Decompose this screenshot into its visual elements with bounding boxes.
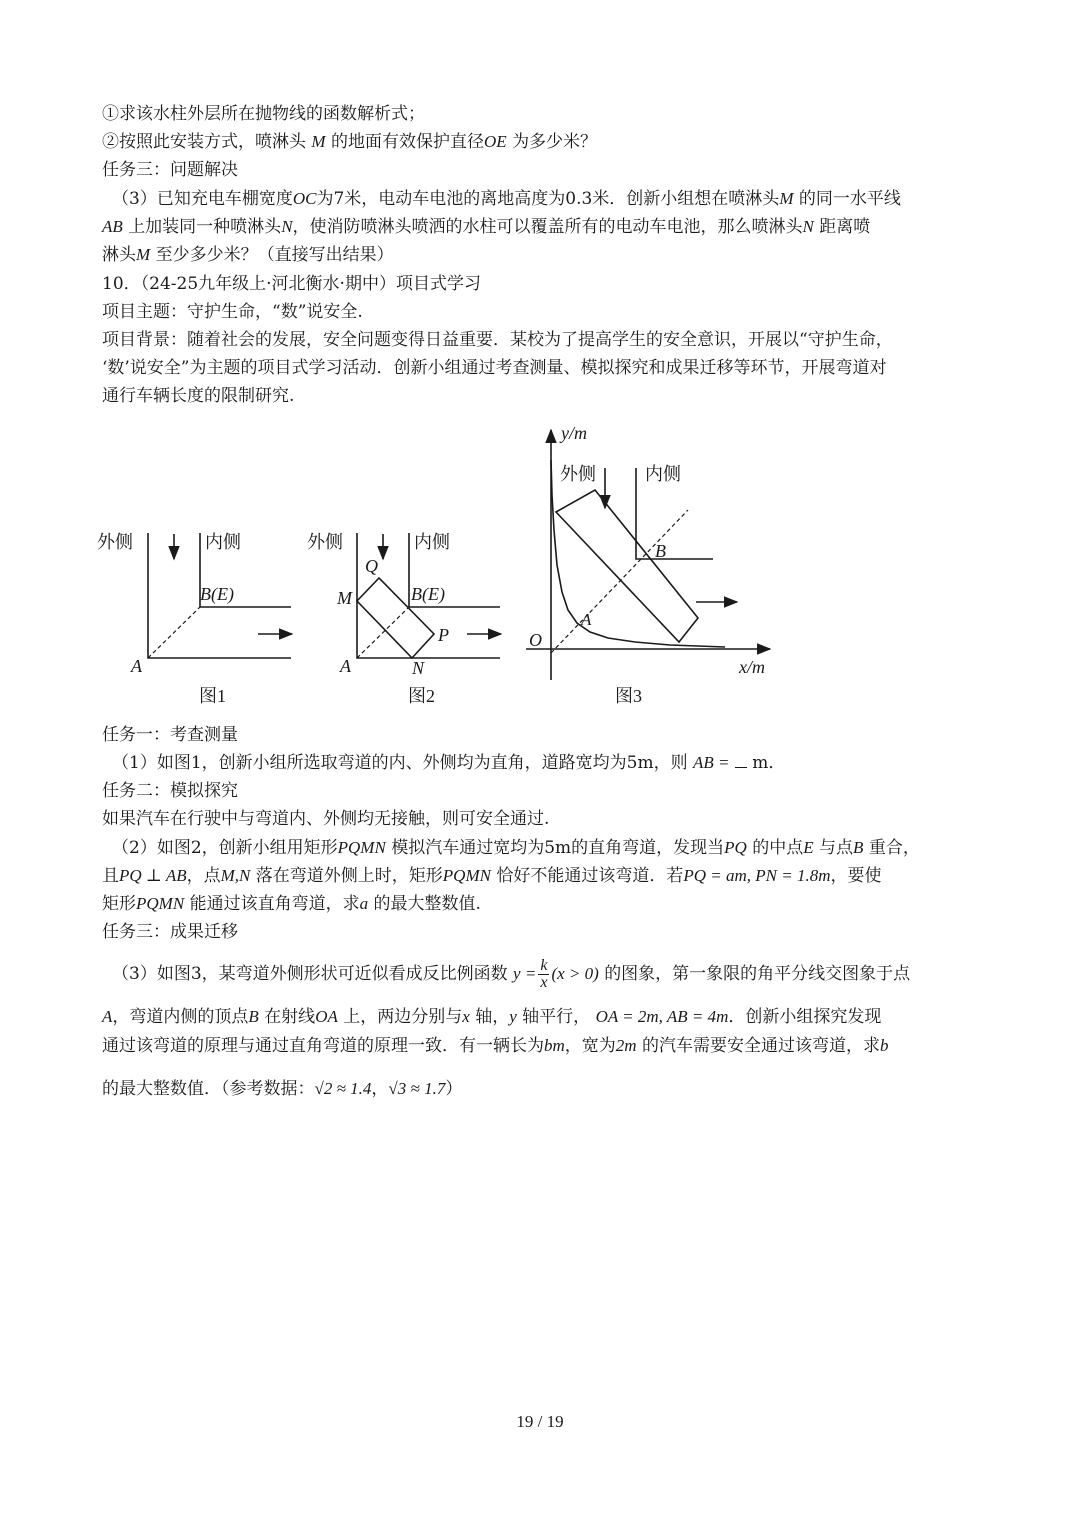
text-line: A，弯道内侧的顶点B 在射线OA 上，两边分别与x 轴，y 轴平行， OA = 2m, AB = 4m．创新小组探究发现 [102,1007,882,1027]
fig1-point-b: B(E) [200,584,234,604]
answer-blank[interactable] [735,755,747,768]
section-heading: 任务一：考查测量 [102,725,238,745]
text-line: 且PQ ⊥ AB，点M,N 落在弯道外侧上时，矩形PQMN 恰好不能通过该弯道．若PQ = am, PN = 1.8m，要使 [102,866,882,886]
fig2-point-m: M [337,588,352,608]
text-line: 的最大整数值．（参考数据：√2 ≈ 1.4，√3 ≈ 1.7） [102,1079,463,1099]
fig3-outer-label: 外侧 [560,464,596,484]
text-line: AB 上加装同一种喷淋头N，使消防喷淋头喷洒的水柱可以覆盖所有的电动车电池，那么喷淋头N 距离喷 [102,217,871,237]
fig3-x-axis-label: x/m [739,657,765,677]
fig1-caption: 图1 [199,686,226,706]
text-line: ②按照此安装方式，喷淋头 M 的地面有效保护直径OE 为多少米？ [102,132,598,152]
fraction-k-over-x: $\frac{k}{x}$ [540,957,548,991]
text-line: （3）如图3，某弯道外侧形状可近似看成反比例函数 y = $\frac{k}{x}$ (x > 0) 的图象，第一象限的角平分线交图象于点 [112,957,911,991]
fig3-point-b: B [655,541,666,561]
fig2-point-a: A [340,656,351,676]
fig3-inner-label: 内侧 [645,464,681,484]
text-line: 如果汽车在行驶中与弯道内、外侧均无接触，则可安全通过. [102,809,550,829]
fig2-inner-label: 内侧 [414,532,450,552]
fig1-outer-label: 外侧 [97,532,133,552]
question-title: 10．（24-25九年级上·河北衡水·期中）项目式学习 [102,274,481,294]
text-line: （2）如图2，创新小组用矩形PQMN 模拟汽车通过宽均为5m的直角弯道，发现当PQ 的中点E 与点B 重合， [112,838,920,858]
text-line: 项目主题：守护生命，“数”说安全. [102,302,363,322]
page-number: 19 / 19 [516,1412,564,1431]
figures-svg [0,420,1080,720]
fig2-point-p: P [438,625,449,645]
fig1-inner-label: 内侧 [205,532,241,552]
fig2-point-b: B(E) [411,584,445,604]
fig2-caption: 图2 [408,686,435,706]
fig2-point-q: Q [365,556,378,576]
fig2-point-n: N [412,658,425,678]
fig2-outer-label: 外侧 [307,532,343,552]
text-line: 通行车辆长度的限制研究. [102,386,295,406]
text-line: ‘数’说安全”为主题的项目式学习活动．创新小组通过考查测量、模拟探究和成果迁移等环节，开展弯道对 [102,358,887,378]
fig3-point-a: A [581,610,592,629]
text-line: 项目背景：随着社会的发展，安全问题变得日益重要．某校为了提高学生的安全意识，开展以“守护生命， [102,330,893,350]
text-line: 通过该弯道的原理与通过直角弯道的原理一致．有一辆长为bm，宽为2m 的汽车需要安全通过该弯道，求b [102,1036,889,1056]
fig3-caption: 图3 [615,686,642,706]
text-line: 淋头M 至少多少米？（直接写出结果） [102,245,394,265]
text-line: （3）已知充电车棚宽度OC为7米，电动车电池的离地高度为0.3米．创新小组想在喷淋头M 的同一水平线 [112,189,901,209]
text-line: ①求该水柱外层所在抛物线的函数解析式； [102,104,425,124]
section-heading: 任务三：问题解决 [102,160,238,180]
section-heading: 任务三：成果迁移 [102,922,238,942]
fig1-point-a: A [131,656,142,676]
section-heading: 任务二：模拟探究 [102,781,238,801]
text-line: （1）如图1，创新小组所选取弯道的内、外侧均为直角，道路宽均为5m，则 AB = m． [112,753,786,773]
fig3-y-axis-label: y/m [561,423,587,443]
fig3-point-o: O [529,630,542,650]
text-line: 矩形PQMN 能通过该直角弯道，求a 的最大整数值. [102,894,481,914]
